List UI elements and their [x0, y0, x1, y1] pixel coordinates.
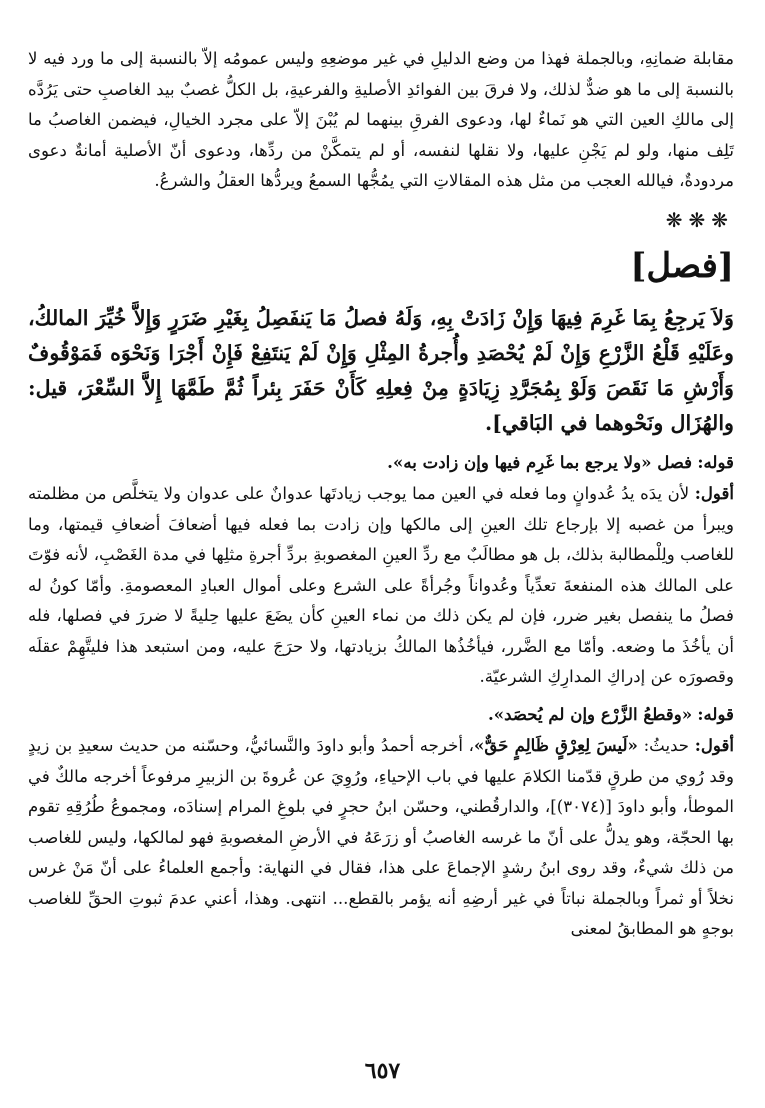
answer-1: [28, 478, 734, 693]
quote-2-label: قوله:: [697, 703, 734, 724]
answer-1-label: أقول:: [694, 483, 735, 503]
section-heading: [فصل]: [630, 245, 734, 286]
quote-1: [28, 447, 734, 479]
answer-2-lead: حديثُ:: [643, 736, 690, 755]
section-separator: ❋❋❋: [665, 207, 734, 232]
quote-1-text: فصل «ولا يرجع بما غَرِم فيها وإن زادت به».: [387, 451, 693, 472]
matn-text: وَلاَ يَرجِعُ بِمَا غَرِمَ فِيهَا وَإِنْ زَادَتْ بِهِ، وَلَهُ فصلُ مَا يَنفَصِلُ بِغَيْرِ ضَرَرٍ وَإِلاَّ خُيِّرَ المالكُ، وعَلَيْهِ قَلْعُ الزَّرْعِ وَإِنْ لَمْ يُحْصَدِ وأُجرةُ المِثْلِ وَإِنْ لَمْ يَنتَفِعْ فَإِنْ أَجْرَا وَنَحْوَه فَمَوْقُوفٌ وَأَرْشِ مَا نَقَصَ وَلَوْ بِمُجَرَّدِ زِيَادَةٍ مِنْ فِعلِهِ كَأَنْ حَفَرَ بِئراً ثُمَّ طَمَّهَا إِلاَّ السِّعْرَ، قيل: والهُزَال ونَحْوهما في البَاقي].: [28, 305, 734, 435]
quote-1-label: قوله:: [697, 451, 734, 472]
answer-2-label: أقول:: [694, 735, 735, 755]
intro-paragraph: مقابلة ضمانِهِ، وبالجملة فهذا من وضع الدليلِ في غير موضعِهِ وليس عمومُه إلاّ بالنسبة إلى ما ورد فيه لا بالنسبة إلى ما هو ضدٌّ لذلك، ولا فرقَ بين الفوائدِ الأصليةِ والفرعيةِ، بل الكلُّ غصبٌ بيد الغاصبِ حتى يَرُدَّه إلى مالكِ العين التي هو نَماءٌ لها، ودعوى الفرقِ بينهما لم يُبْنَ إلاّ على مجرد الخيالِ، فيضمن الغاصبُ ما تَلِف منها، ولو لم يَجْنِ عليها، ولا نقلها لنفسه، أو لم يتمكَّنْ من ردِّها، ودعوى أنّ الأصلية أمانةٌ دعوى مردودةٌ، فيالله العجب من مثل هذه المقالاتِ التي يمُجُّها السمعُ ويردُّها العقلُ والشرعُ.: [28, 49, 734, 190]
hadith-quote: «لَيسَ لِعِرْقٍ ظَالِمٍ حَقٌّ»: [473, 735, 638, 755]
quote-2-text: «وقطعُ الزَّرْع وإن لم يُحصَد».: [488, 703, 693, 724]
page-number: ٦٥٧: [364, 1058, 401, 1084]
answer-1-text: لأن يدَه يدُ عُدوانٍ وما فعله في العين مما يوجب زيادتَها عدوانٌ على عدوان ولا يتخلَّص من مظلمته ويبرأ من غصبه إلا بإرجاع تلك العينِ إلى مالكها وإن زادت بما فعله فيها أضعافَ أضعافِ قيمتها، وما للغاصب ولِلْمطالبة بذلك، بل هو مطالَبٌ مع ردِّ العينِ المغصوبةِ بردِّ أجرةِ مثلِها في مدة الغَصْبِ، لأنه فوّتَ على المالك هذه المنفعةَ تعدِّياً وعُدواناً وجُرأةً على الشرع وعلى أموال العبادِ المعصومةِ. وأمّا كونُ له فصلُ ما ينفصل بغير ضرر، فإن لم يكن ذلك من نماء العينِ كأن يضَعَ عليها حِليةً لا ضررَ في فصلها، فله أن يأخُذَ ما وضعه. وأمّا مع الضَّرر، فيأخُذُها المالكُ بزيادتها، ولا حرَجَ عليه، ومن استبعد هذا فليتَّهِمْ عقلَه وقصورَه عن إدراكِ المدارِكِ الشرعيّة.: [28, 484, 734, 686]
answer-2-text: ، أخرجه أحمدُ وأبو داودَ والنَّسائيُّ، وحسّنه من حديث سعيدِ بن زيدٍ وقد رُوي من طرقٍ قدّمنا الكلامَ عليها في باب الإحياءِ، ورُوِيَ عن عُروةَ بن الزبيرِ مرفوعاً أخرجه مالكٌ في الموطأ، وأبو داودَ [(٣٠٧٤)]، والدارقُطني، وحسّن ابنُ حجرٍ في بلوغِ المرام إسنادَه، ومجموعُ طُرُقِهِ تقوم بها الحجّة، وهو يدلُّ على أنّ ما غرسه الغاصبُ أو زرَعَهُ في الأرضِ المغصوبةِ فهو لمالكها، وليس للغاصب من ذلك شيءٌ، وقد روى ابنُ رشدٍ الإجماعَ على هذا، فقال في النهاية: وأجمع العلماءُ على أنّ مَنْ غرس نخلاً أو ثمراً وبالجملة نباتاً في غير أرضِهِ أنه يؤمر بالقطع... انتهى. وهذا، أعني عدمَ ثبوتِ الحقِّ للغاصب بوجهٍ هو المطابقُ لمعنى: [28, 736, 734, 938]
quote-2: [28, 699, 734, 731]
answer-2: [28, 730, 734, 945]
page-body: [28, 44, 734, 945]
